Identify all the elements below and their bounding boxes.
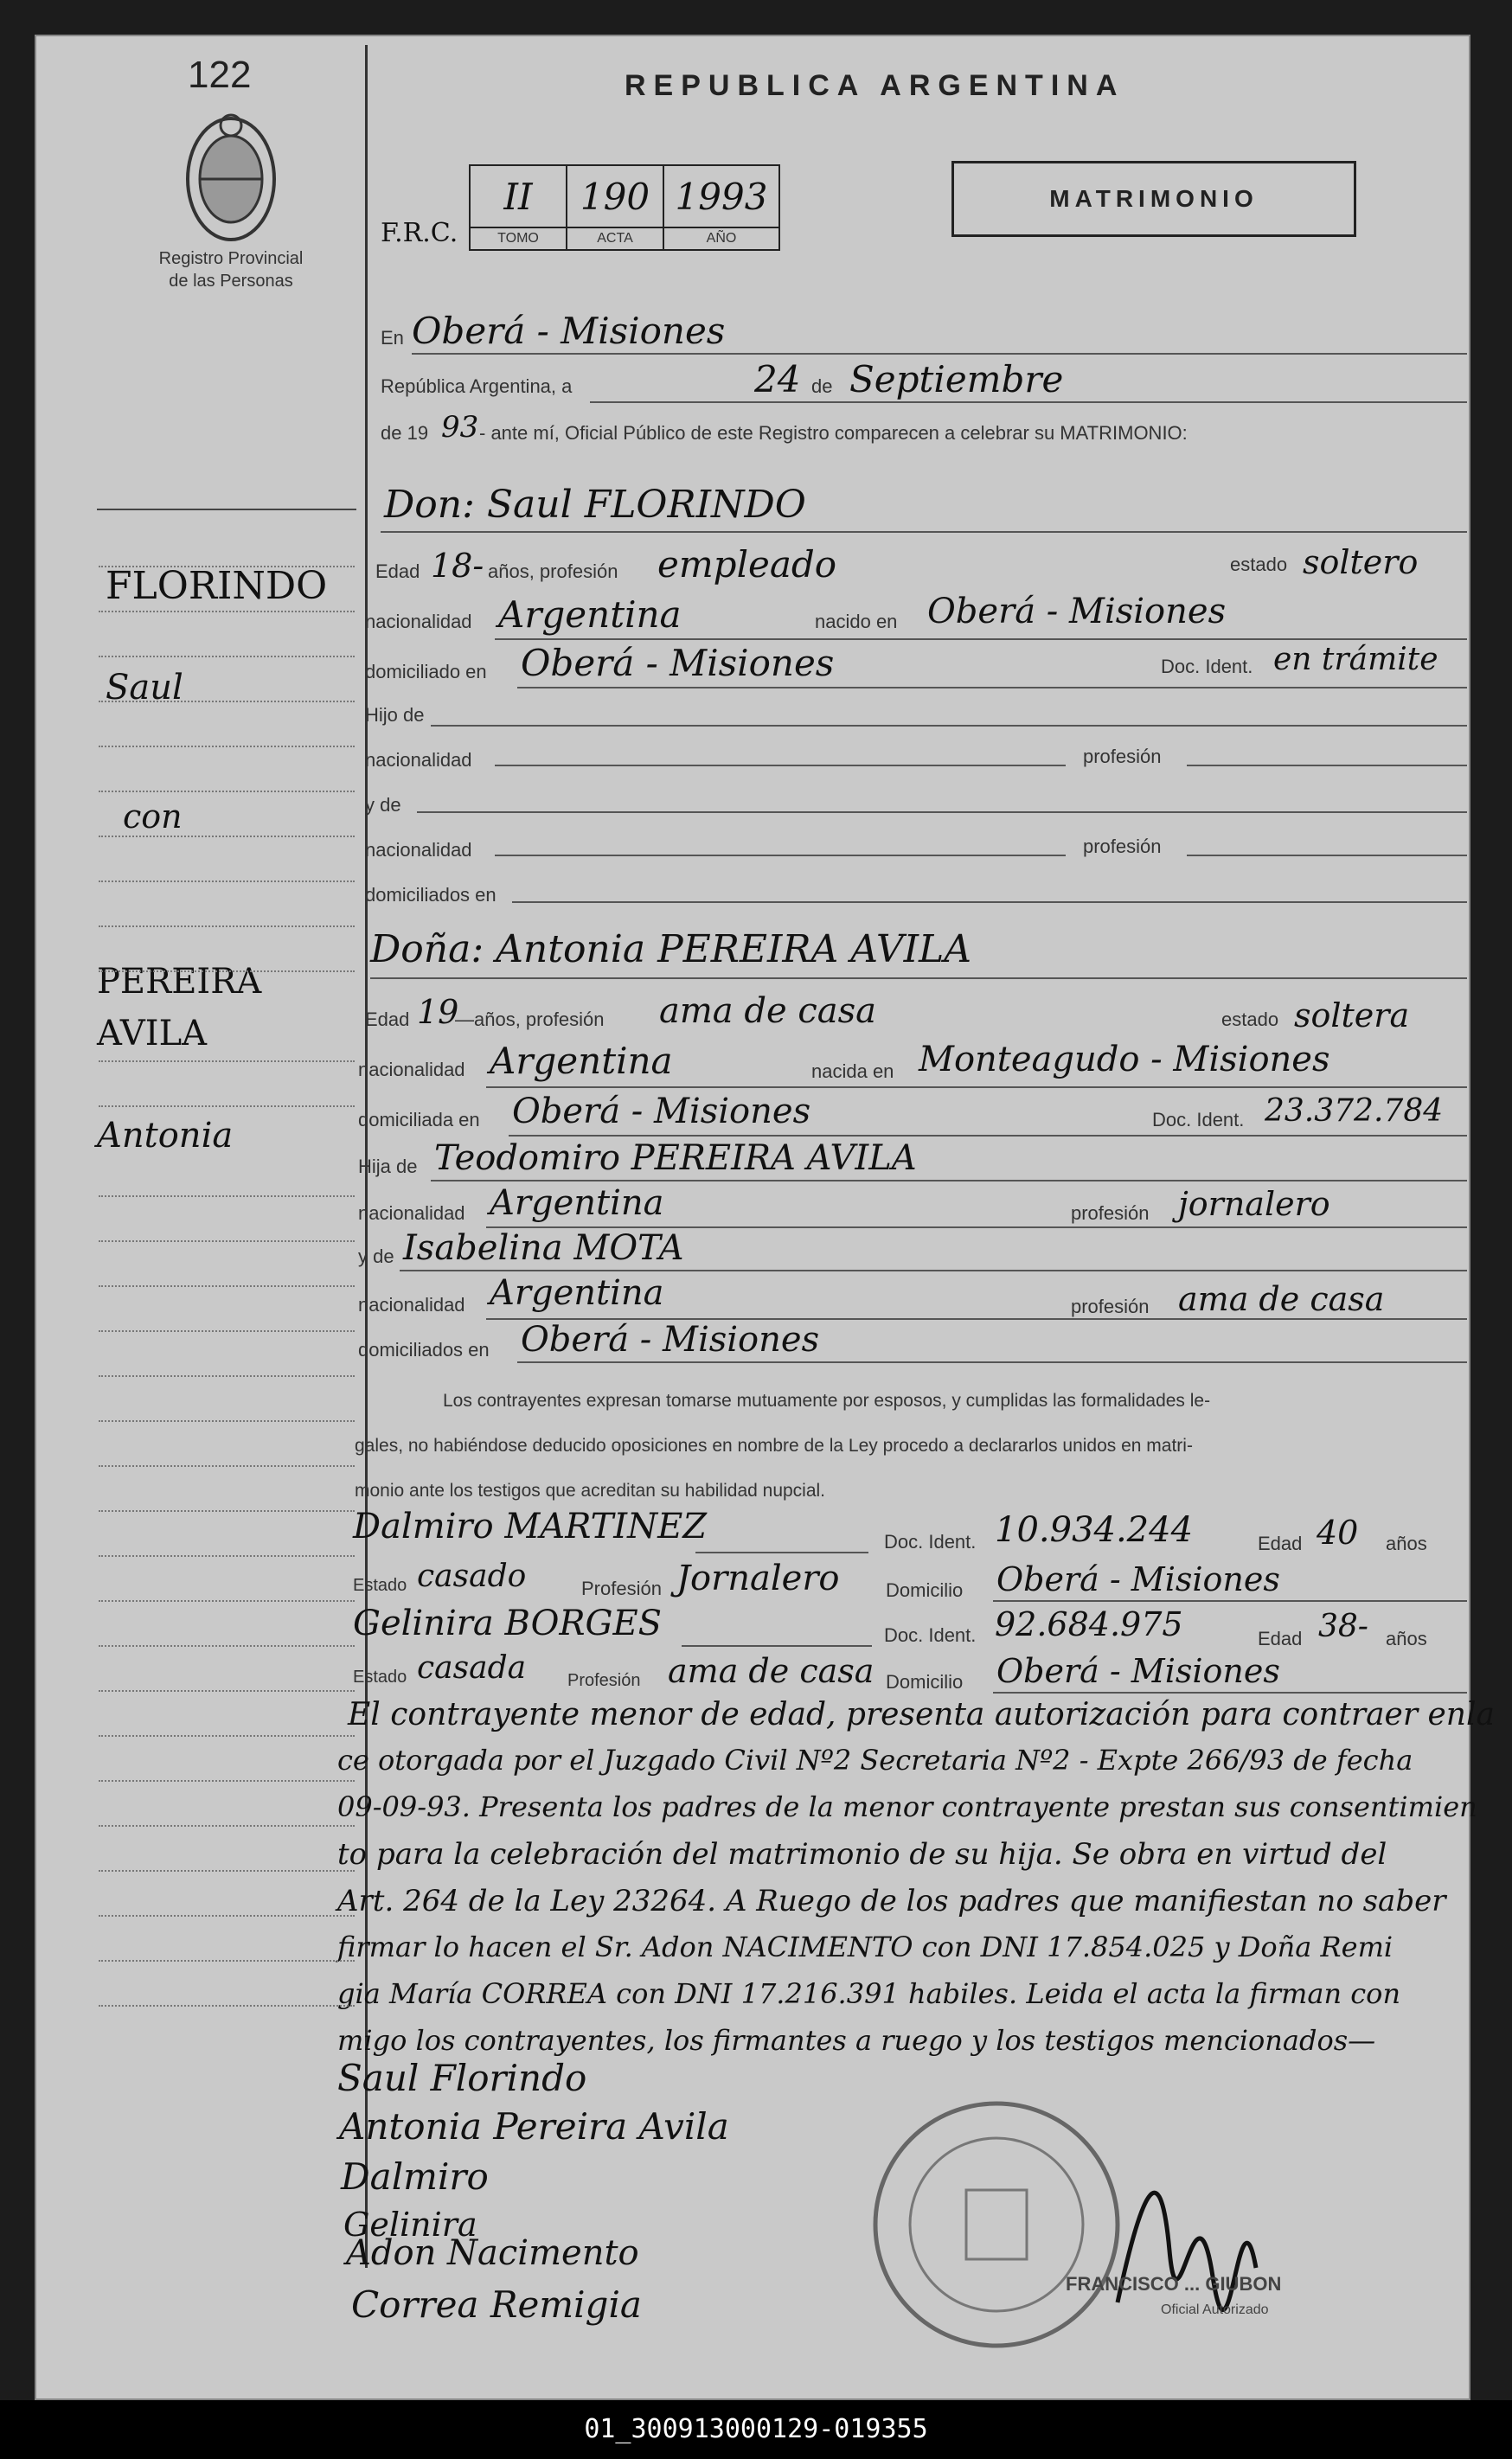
margin-rule xyxy=(99,791,355,792)
certificate-page xyxy=(35,35,1495,2400)
month-value: Septiembre xyxy=(849,358,1064,400)
rule xyxy=(400,1270,1467,1271)
acta-value: 190 xyxy=(580,175,650,218)
rule xyxy=(431,725,1467,727)
groom-age: 18- xyxy=(431,547,484,585)
bride-profession: ama de casa xyxy=(659,991,876,1031)
note-line-6: firmar lo hacen el Sr. Adon NACIMENTO con DNI 17.854.025 y Doña Remi xyxy=(337,1931,1393,1963)
registry-label: Registro Provincial xyxy=(158,249,304,268)
witness1-doc: 10.934.244 xyxy=(995,1510,1194,1550)
bride-nac3-label: nacionalidad xyxy=(358,1294,465,1316)
bride-mother-prof: ama de casa xyxy=(1178,1280,1385,1318)
document-id-footer: 01_300913000129-019355 xyxy=(0,2400,1512,2459)
margin-rule xyxy=(99,970,355,972)
rule xyxy=(993,1692,1467,1694)
witness1-estado-label: Estado xyxy=(353,1576,407,1595)
rule xyxy=(412,353,1467,355)
rule xyxy=(695,1552,868,1553)
bride-father-prof: jornalero xyxy=(1178,1185,1330,1223)
margin-rule xyxy=(99,1240,355,1242)
witness1-profession: Jornalero xyxy=(676,1559,840,1598)
tomo-value: II xyxy=(503,175,533,218)
margin-bride-surname-1: PEREIRA xyxy=(97,962,262,1002)
rule xyxy=(512,901,1467,903)
note-line-3: 09-09-93. Presenta los padres de la menor contrayente prestan sus consentimien xyxy=(337,1790,1477,1823)
signature-bride: Antonia Pereira Avila xyxy=(339,2105,729,2148)
margin-rule xyxy=(99,1915,355,1917)
official-stamp-icon xyxy=(867,2095,1126,2354)
margin-rule xyxy=(99,881,355,882)
rule xyxy=(590,401,1467,403)
rule xyxy=(495,765,1066,766)
margin-bride-surname-2: AVILA xyxy=(97,1014,208,1053)
groom-nac3-label: nacionalidad xyxy=(365,839,472,861)
witness2-dom-label: Domicilio xyxy=(886,1671,964,1693)
acta-label: ACTA xyxy=(567,227,663,250)
witness2-age: 38- xyxy=(1318,1609,1368,1644)
signature-ruego-2: Correa Remigia xyxy=(351,2283,642,2326)
signature-witness1: Dalmiro xyxy=(341,2155,489,2198)
bride-nac2-label: nacionalidad xyxy=(358,1202,465,1224)
margin-rule xyxy=(99,1825,355,1827)
groom-estado-label: estado xyxy=(1230,554,1288,575)
margin-rule xyxy=(99,1465,355,1467)
margin-rule xyxy=(99,1105,355,1107)
groom-doc: en trámite xyxy=(1273,642,1438,677)
margin-rule xyxy=(99,1330,355,1332)
rule xyxy=(993,1600,1467,1602)
bride-parents-dom: Oberá - Misiones xyxy=(521,1320,820,1360)
bride-born-in: Monteagudo - Misiones xyxy=(919,1040,1330,1079)
groom-nationality: Argentina xyxy=(498,593,682,636)
groom-nacido-label: nacido en xyxy=(815,611,898,632)
en-label: En xyxy=(381,327,404,349)
witness2-domicile: Oberá - Misiones xyxy=(996,1652,1280,1690)
margin-rule xyxy=(99,1555,355,1557)
groom-prof2-label: profesión xyxy=(1083,836,1162,857)
groom-profession: empleado xyxy=(657,543,837,586)
margin-rule xyxy=(99,1780,355,1782)
margin-rule xyxy=(99,1060,355,1062)
margin-rule xyxy=(99,1510,355,1512)
bride-nac-label: nacionalidad xyxy=(358,1059,465,1080)
margin-rule xyxy=(99,656,355,657)
rule xyxy=(495,638,1467,640)
groom-nac2-label: nacionalidad xyxy=(365,749,472,771)
margin-rule xyxy=(99,2005,355,2007)
bride-prof-label: profesión xyxy=(1071,1202,1150,1224)
margin-rule xyxy=(99,746,355,747)
witness2-doc: 92.684.975 xyxy=(995,1605,1183,1643)
witness2-estado: casada xyxy=(417,1650,527,1686)
groom-dom-label: domiciliado en xyxy=(365,661,487,682)
witness2-estado-label: Estado xyxy=(353,1668,407,1687)
de19-label: de 19 xyxy=(381,422,429,444)
bride-prof2-label: profesión xyxy=(1071,1296,1150,1317)
bride-hija-label: Hija de xyxy=(358,1156,418,1177)
rule xyxy=(370,977,1467,979)
witness2-doc-label: Doc. Ident. xyxy=(884,1624,977,1646)
witness1-prof-label: Profesión xyxy=(581,1578,662,1599)
margin-rule xyxy=(99,611,355,612)
place-value: Oberá - Misiones xyxy=(412,310,726,352)
witness1-dom-label: Domicilio xyxy=(886,1579,964,1601)
witness2-prof-label: Profesión xyxy=(567,1671,641,1690)
witness1-domicile: Oberá - Misiones xyxy=(996,1560,1280,1598)
margin-rule xyxy=(99,701,355,702)
note-line-5: Art. 264 de la Ley 23264. A Ruego de los padres que manifiestan no saber xyxy=(337,1884,1446,1918)
official-stamp-name: FRANCISCO ... GIUBON xyxy=(1066,2273,1282,2295)
official-stamp-title: Oficial Autorizado xyxy=(1161,2302,1269,2317)
witness2-edad-label: Edad xyxy=(1258,1628,1303,1649)
declaration-line-1: Los contrayentes expresan tomarse mutuamente por esposos, y cumplidas las formalidades le- xyxy=(443,1391,1211,1411)
rule xyxy=(381,531,1467,533)
signature-witness2: Gelinira xyxy=(343,2206,477,2244)
rule xyxy=(517,687,1467,688)
de-label: de xyxy=(811,375,833,397)
rule xyxy=(486,1086,1467,1088)
rule xyxy=(517,1361,1467,1363)
groom-yde-label: y de xyxy=(365,794,401,816)
rule xyxy=(495,855,1066,856)
note-line-8: migo los contrayentes, los firmantes a ruego y los testigos mencionados— xyxy=(337,2024,1376,2057)
rule xyxy=(509,1135,1467,1137)
groom-doc-label: Doc. Ident. xyxy=(1161,656,1253,677)
witness2-name: Gelinira BORGES xyxy=(353,1604,663,1643)
groom-anos-label: años, profesión xyxy=(488,560,618,582)
margin-groom-name: Saul xyxy=(106,668,183,708)
year-value: 93 xyxy=(441,410,479,445)
note-line-1: El contrayente menor de edad, presenta autorización para contraer enla xyxy=(348,1697,1495,1732)
margin-con: con xyxy=(123,797,183,836)
bride-doms-label: domiciliados en xyxy=(358,1339,490,1361)
margin-rule xyxy=(99,1690,355,1692)
page-number: 122 xyxy=(188,54,252,96)
note-line-2: ce otorgada por el Juzgado Civil Nº2 Secretaria Nº2 - Expte 266/93 de fecha xyxy=(337,1744,1413,1777)
rule xyxy=(417,811,1467,813)
frc-table xyxy=(469,164,780,251)
groom-prof-label: profesión xyxy=(1083,746,1162,767)
bride-yde-label: y de xyxy=(358,1246,394,1267)
margin-rule xyxy=(99,1735,355,1737)
bride-anos-label: —años, profesión xyxy=(455,1009,605,1030)
margin-rule xyxy=(99,1600,355,1602)
witness1-age: 40 xyxy=(1317,1514,1359,1552)
record-type-box: MATRIMONIO xyxy=(951,161,1356,237)
bride-father: Teodomiro PEREIRA AVILA xyxy=(434,1138,917,1178)
bride-full-name: Doña: Antonia PEREIRA AVILA xyxy=(370,927,972,971)
witness1-anos-label: años xyxy=(1386,1533,1427,1554)
note-line-7: gia María CORREA con DNI 17.216.391 habiles. Leida el acta la firman con xyxy=(337,1977,1401,2010)
rule xyxy=(1187,855,1467,856)
margin-bride-name: Antonia xyxy=(97,1116,234,1156)
bride-nationality: Argentina xyxy=(490,1040,673,1082)
bride-estado: soltera xyxy=(1294,996,1410,1034)
witness2-profession: ama de casa xyxy=(668,1652,875,1690)
registry-label-2: de las Personas xyxy=(169,272,293,291)
bride-age: 19 xyxy=(417,993,459,1031)
declaration-line-2: gales, no habiéndose deducido oposiciones en nombre de la Ley procedo a declararlos unidos en matri- xyxy=(355,1436,1193,1456)
bride-doc-label: Doc. Ident. xyxy=(1152,1109,1245,1130)
margin-rule xyxy=(99,566,355,567)
witness1-doc-label: Doc. Ident. xyxy=(884,1531,977,1553)
anio-value: 1993 xyxy=(675,175,768,218)
bride-mother: Isabelina MOTA xyxy=(403,1228,684,1268)
margin-rule xyxy=(99,1375,355,1377)
note-line-4: to para la celebración del matrimonio de su hija. Se obra en virtud del xyxy=(337,1837,1387,1872)
witness1-edad-label: Edad xyxy=(1258,1533,1303,1554)
margin-groom-surname: FLORINDO xyxy=(106,564,328,608)
groom-nac-label: nacionalidad xyxy=(365,611,472,632)
groom-domicile: Oberá - Misiones xyxy=(521,642,835,684)
ante-text: - ante mí, Oficial Público de este Registro comparecen a celebrar su MATRIMONIO: xyxy=(479,422,1188,444)
groom-hijo-label: Hijo de xyxy=(365,704,425,726)
bride-doc: 23.372.784 xyxy=(1265,1093,1444,1129)
bride-dom-label: domiciliada en xyxy=(358,1109,480,1130)
margin-rule xyxy=(99,1870,355,1872)
rule xyxy=(431,1180,1467,1181)
groom-doms-label: domiciliados en xyxy=(365,884,497,906)
country-title: REPUBLICA ARGENTINA xyxy=(625,69,1125,102)
signature-groom: Saul Florindo xyxy=(337,2057,587,2099)
rule xyxy=(97,509,356,510)
rule xyxy=(682,1645,872,1647)
declaration-line-3: monio ante los testigos que acreditan su habilidad nupcial. xyxy=(355,1481,826,1501)
bride-father-nat: Argentina xyxy=(490,1183,664,1223)
bride-estado-label: estado xyxy=(1221,1009,1279,1030)
margin-rule xyxy=(99,1960,355,1962)
margin-rule xyxy=(99,1285,355,1287)
rule xyxy=(1187,765,1467,766)
bride-mother-nat: Argentina xyxy=(490,1273,664,1313)
margin-rule xyxy=(99,1420,355,1422)
day-value: 24 xyxy=(754,358,801,400)
bride-nacida-label: nacida en xyxy=(811,1060,894,1082)
witness1-name: Dalmiro MARTINEZ xyxy=(353,1507,708,1546)
groom-full-name: Don: Saul FLORINDO xyxy=(384,483,806,527)
republica-label: República Argentina, a xyxy=(381,375,573,397)
coat-of-arms-icon xyxy=(179,110,283,248)
anio-label: AÑO xyxy=(663,227,779,250)
margin-rule xyxy=(99,1195,355,1197)
tomo-label: TOMO xyxy=(470,227,567,250)
margin-rule xyxy=(99,1645,355,1647)
witness2-anos-label: años xyxy=(1386,1628,1427,1649)
bride-domicile: Oberá - Misiones xyxy=(512,1092,811,1131)
margin-rule xyxy=(99,925,355,927)
margin-rule xyxy=(99,836,355,837)
bride-edad-label: Edad xyxy=(365,1009,410,1030)
groom-estado: soltero xyxy=(1303,543,1419,581)
frc-label: F.R.C. xyxy=(381,218,458,248)
witness1-estado: casado xyxy=(417,1559,527,1594)
groom-born-in: Oberá - Misiones xyxy=(927,592,1227,631)
groom-edad-label: Edad xyxy=(375,560,420,582)
signature-ruego-1: Adon Nacimento xyxy=(346,2233,639,2273)
